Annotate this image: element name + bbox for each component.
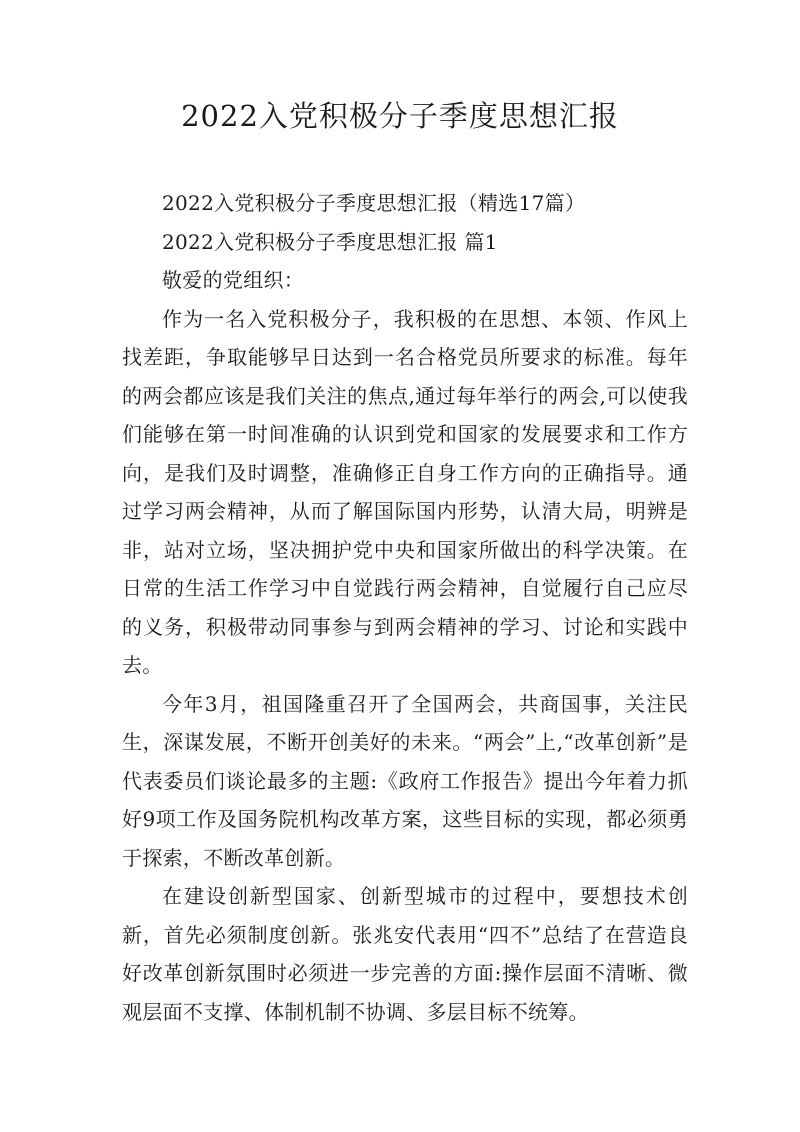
document-body	[122, 184, 688, 1031]
subtitle-line: 2022入党积极分子季度思想汇报（精选17篇）	[162, 191, 586, 215]
body-paragraph: 作为一名入党积极分子，我积极的在思想、本领、作风上找差距，争取能够早日达到一名合格党员所要求的标准。每年的两会都应该是我们关注的焦点,通过每年举行的两会,可以使我们能够在第一时间准确的认识到党和国家的发展要求和工作方向，是我们及时调整，准确修正自身工作方向的正确指导。通过学习两会精神，从而了解国际国内形势，认清大局，明辨是非，站对立场，坚决拥护党中央和国家所做出的科学决策。在日常的生活工作学习中自觉践行两会精神，自觉履行自己应尽的义务，积极带动同事参与到两会精神的学习、讨论和实践中去。	[122, 306, 688, 677]
section-heading: 2022入党积极分子季度思想汇报 篇1	[162, 229, 498, 254]
body-paragraph: 今年3月，祖国隆重召开了全国两会，共商国事，关注民生，深谋发展，不断开创美好的未来。“两会”上,“改革创新”是代表委员们谈论最多的主题:《政府工作报告》提出今年着力抓好9项工作及国务院机构改革方案，这些目标的实现，都必须勇于探索，不断改革创新。	[122, 691, 688, 870]
salutation: 敬爱的党组织：	[162, 268, 305, 292]
body-paragraph: 在建设创新型国家、创新型城市的过程中，要想技术创新，首先必须制度创新。张兆安代表用“四不”总结了在营造良好改革创新氛围时必须进一步完善的方面:操作层面不清晰、微观层面不支撑、体制机制不协调、多层目标不统筹。	[122, 884, 688, 1024]
document-title: 2022入党积极分子季度思想汇报	[181, 99, 619, 133]
